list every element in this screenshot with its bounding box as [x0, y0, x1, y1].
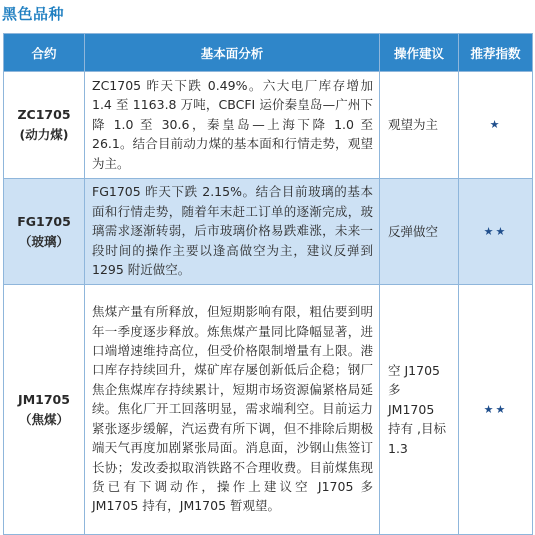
- contract-name: （焦煤）: [18, 411, 69, 427]
- contract-cell: [4, 179, 85, 285]
- advice-cell: 空 J1705 多 JM1705 持有 ,目标 1.3: [380, 285, 459, 535]
- table-row: [4, 285, 533, 535]
- table-header-row: [4, 34, 533, 72]
- header-contract: 合约: [4, 34, 85, 72]
- star-rating: ★★: [459, 285, 533, 535]
- header-analysis: 基本面分析: [85, 34, 380, 72]
- contract-code: ZC1705: [17, 107, 71, 122]
- advice-cell: 观望为主: [380, 72, 459, 179]
- section-title: 黑色品种: [2, 5, 65, 23]
- recommendation-table: [3, 33, 533, 535]
- contract-name: （玻璃）: [18, 233, 69, 249]
- contract-cell: [4, 72, 85, 179]
- header-index: 推荐指数: [459, 34, 533, 72]
- star-rating: ★★: [459, 179, 533, 285]
- contract-code: FG1705: [17, 213, 71, 229]
- table-row: [4, 179, 533, 285]
- star-rating: ★: [459, 72, 533, 179]
- header-advice: 操作建议: [380, 34, 459, 72]
- analysis-cell: 焦煤产量有所释放，但短期影响有限，粗估要到明年一季度逐步释放。炼焦煤产量同比降幅显著，进口端增速维持高位，但受价格限制增量有上限。港口库存持续回升，煤矿库存屡创新低后企稳；钢厂焦企焦煤库存持续累计，短期市场资源偏紧格局延续。焦化厂开工回落明显，需求端利空。目前运力紧张逐步缓解，汽运费有所下调，但不排除后期极端天气再度加剧紧张局面。消息面，沙钢山焦签订长协；发改委拟取消铁路不合理收费。目前煤焦现货已有下调动作，操作上建议空 J1705 多 JM1705 持有，JM1705 暂观望。: [85, 285, 380, 535]
- advice-cell: 反弹做空: [380, 179, 459, 285]
- contract-code: JM1705: [18, 391, 70, 407]
- contract-name: (动力煤): [19, 127, 69, 142]
- table-row: [4, 72, 533, 179]
- analysis-cell: ZC1705 昨天下跌 0.49%。六大电厂库存增加 1.4 至 1163.8 万吨，CBCFI 运价秦皇岛—广州下降 1.0 至 30.6，秦皇岛—上海下降 1.0 至 26.1。结合目前动力煤的基本面和行情走势，观望为主。: [85, 72, 380, 179]
- contract-cell: [4, 285, 85, 535]
- analysis-cell: FG1705 昨天下跌 2.15%。结合目前玻璃的基本面和行情走势，随着年末赶工订单的逐渐完成，玻璃需求逐渐转弱，后市玻璃价格易跌难涨，未来一段时间的操作主要以逢高做空为主，建议反弹到 1295 附近做空。: [85, 179, 380, 285]
